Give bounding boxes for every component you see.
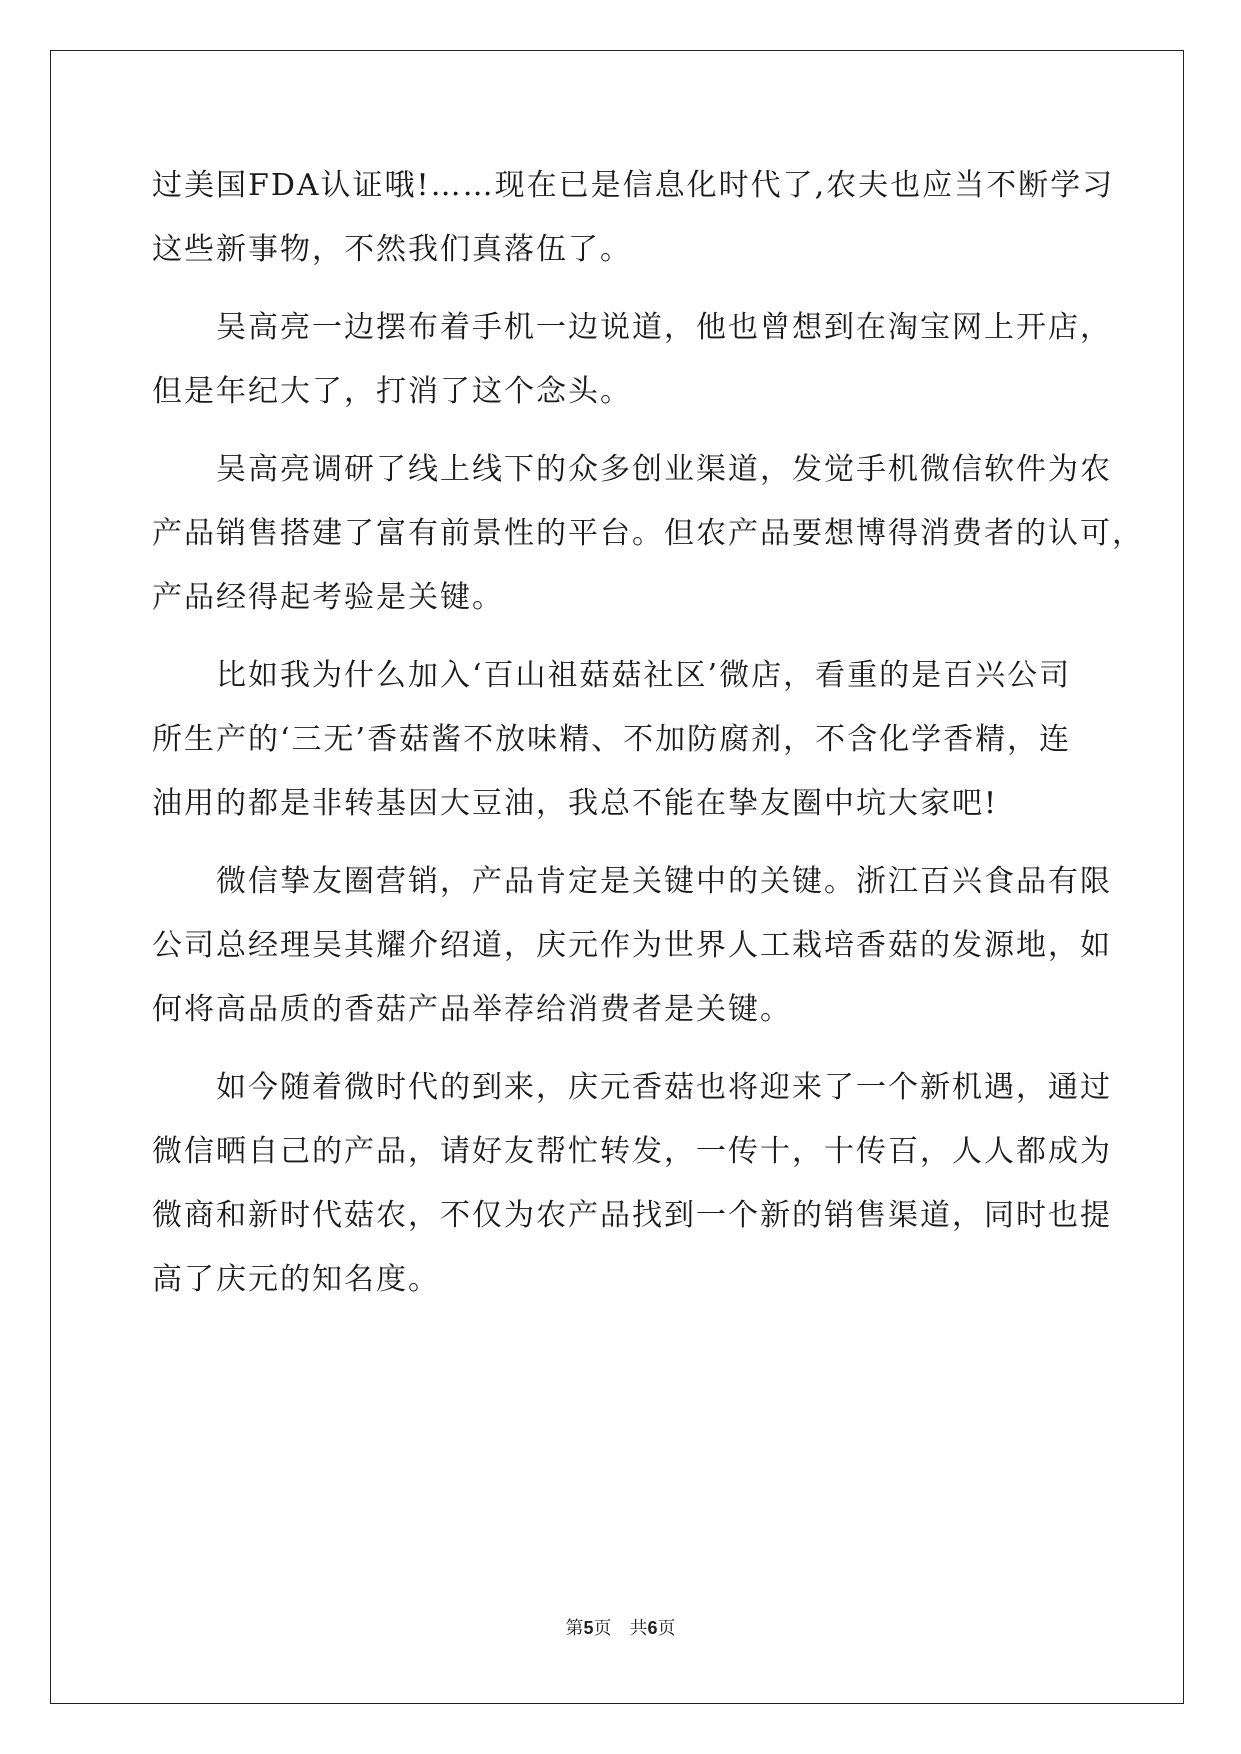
paragraph-line: 这些新事物，不然我们真落伍了。 (152, 232, 632, 267)
paragraph-line: 所生产的‘三无’香菇酱不放味精、不加防腐剂，不含化学香精，连 (152, 722, 1072, 757)
paragraph-line: 公司总经理吴其耀介绍道，庆元作为世界人工栽培香菇的发源地，如 (152, 928, 1112, 963)
paragraph-line: 但是年纪大了，打消了这个念头。 (152, 374, 632, 409)
paragraph-line: 微商和新时代菇农，不仅为农产品找到一个新的销售渠道，同时也提 (152, 1198, 1112, 1233)
total-page-count: 6 (647, 1618, 658, 1638)
paragraph-line: 吴高亮一边摆布着手机一边说道，他也曾想到在淘宝网上开店， (216, 310, 1112, 345)
page-footer (0, 1614, 1241, 1640)
paragraph-line: 吴高亮调研了线上线下的众多创业渠道，发觉手机微信软件为农 (216, 452, 1112, 487)
paragraph-line: 如今随着微时代的到来，庆元香菇也将迎来了一个新机遇，通过 (216, 1070, 1112, 1105)
paragraph-line: 何将高品质的香菇产品举荐给消费者是关键。 (152, 992, 792, 1027)
footer-suffix: 页 (657, 1618, 676, 1639)
paragraph-line: 产品销售搭建了富有前景性的平台。但农产品要想博得消费者的认可， (152, 516, 1144, 551)
paragraph-line: 比如我为什么加入‘百山祖菇菇社区’微店，看重的是百兴公司 (216, 658, 1072, 693)
paragraph-line: 微信晒自己的产品，请好友帮忙转发，一传十，十传百，人人都成为 (152, 1134, 1112, 1169)
paragraph-line: 过美国FDA认证哦!……现在已是信息化时代了,农夫也应当不断学习 (152, 168, 1115, 203)
paragraph-line: 高了庆元的知名度。 (152, 1262, 440, 1297)
paragraph-line: 油用的都是非转基因大豆油，我总不能在挚友圈中坑大家吧! (152, 786, 999, 821)
current-page-number: 5 (583, 1618, 594, 1638)
paragraph-line: 微信挚友圈营销，产品肯定是关键中的关键。浙江百兴食品有限 (216, 864, 1112, 899)
footer-mid: 页 共 (593, 1618, 648, 1639)
footer-prefix: 第 (565, 1618, 584, 1639)
paragraph-line: 产品经得起考验是关键。 (152, 580, 504, 615)
